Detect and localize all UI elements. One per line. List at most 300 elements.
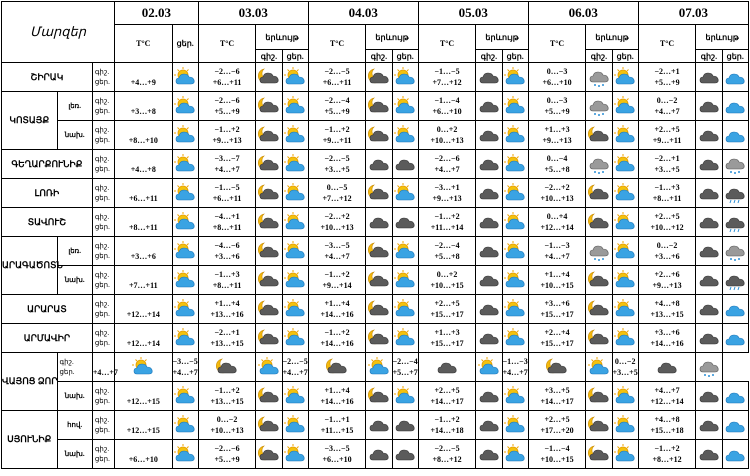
cloud-icon	[698, 212, 720, 232]
weather-cell	[172, 208, 198, 237]
cloud-icon	[698, 67, 720, 87]
weather-cell-day	[612, 237, 638, 266]
temperature-value: +12…+14	[115, 295, 173, 324]
weather-cell-day	[282, 179, 308, 208]
weather-cell-night	[586, 324, 612, 353]
sun-cloud-icon	[394, 125, 416, 145]
moon-cloud-icon	[258, 415, 280, 435]
cloud-blue-icon	[724, 415, 746, 435]
weather-cell-night	[476, 208, 502, 237]
table-row	[2, 353, 749, 382]
region-name: ԿՈՏԱՅՔ	[2, 92, 58, 150]
moon-cloud-icon	[368, 125, 390, 145]
weather-cell-day	[392, 295, 418, 324]
weather-cell-day	[282, 382, 308, 411]
temperature-value: +8…+11	[115, 208, 173, 237]
time-kind: գիշ. ցեր.	[92, 208, 114, 237]
weather-cell-night	[256, 92, 282, 121]
sun-cloud-icon	[504, 154, 526, 174]
weather-cell-night	[256, 179, 282, 208]
sun-cloud-icon	[394, 67, 416, 87]
time-kind: գիշ. ցեր.	[92, 266, 114, 295]
weather-cell-night	[476, 237, 502, 266]
sun-cloud-icon	[614, 270, 636, 290]
weather-cell-day	[502, 237, 528, 266]
weather-cell-night	[418, 353, 476, 382]
moon-cloud-icon	[258, 67, 280, 87]
sun-cloud-icon	[174, 96, 196, 116]
temperature-value: −1…+2 +11…+14	[418, 208, 476, 237]
temperature-value: 0…+2 +10…+13	[418, 121, 476, 150]
cloud-icon	[478, 241, 500, 261]
weather-cell-day	[612, 121, 638, 150]
weather-cell-night	[366, 150, 392, 179]
weather-cell	[172, 266, 198, 295]
phenomena-column-header: երևույթ	[586, 25, 638, 50]
temperature-value: −1…−3 +4…+7	[528, 237, 586, 266]
weather-cell-day	[282, 411, 308, 440]
weather-cell-day	[476, 353, 502, 382]
cloud-icon	[478, 328, 500, 348]
moon-cloud-icon	[368, 270, 390, 290]
temperature-value: −2…−6 +6…+11	[198, 63, 256, 92]
temperature-value: −1…+2 +14…+18	[418, 411, 476, 440]
weather-cell-night	[586, 208, 612, 237]
sun-cloud-icon	[284, 125, 306, 145]
weather-cell	[172, 411, 198, 440]
temperature-value: −1…+3 +8…+11	[198, 266, 256, 295]
table-row	[2, 121, 749, 150]
weather-cell-night	[256, 440, 282, 469]
temperature-value: +2…+5 +10…+12	[638, 208, 696, 237]
sun-cloud-icon	[504, 96, 526, 116]
cloud-icon	[478, 415, 500, 435]
night-subheader: գիշ.	[366, 50, 392, 63]
sun-cloud-icon	[174, 241, 196, 261]
region-name: ԱՐՄԱՎԻՐ	[2, 324, 93, 353]
weather-cell-night	[476, 63, 502, 92]
weather-cell-night	[256, 266, 282, 295]
weather-cell-night	[696, 382, 722, 411]
weather-cell-night	[586, 92, 612, 121]
weather-cell-night	[696, 208, 722, 237]
sun-cloud-icon	[174, 67, 196, 87]
weather-cell-day	[722, 382, 748, 411]
weather-cell-night	[256, 237, 282, 266]
weather-cell-day	[696, 353, 722, 382]
temperature-value: +12…+15	[115, 411, 173, 440]
temperature-value: 0…−4 +5…+8	[528, 150, 586, 179]
sun-cloud-icon	[614, 125, 636, 145]
time-kind: գիշ. ցեր.	[57, 353, 92, 382]
region-part: լեռ.	[57, 92, 92, 121]
sun-cloud-icon	[504, 270, 526, 290]
region-part: հով.	[57, 411, 92, 440]
phenomena-column-header: երևույթ	[696, 25, 749, 50]
weather-cell-day	[612, 295, 638, 324]
cloud-icon	[478, 154, 500, 174]
weather-cell-day	[282, 208, 308, 237]
phenomena-column-header: երևույթ	[256, 25, 308, 50]
temperature-value: −3…−5 +4…+7	[308, 237, 366, 266]
time-kind: գիշ. ցեր.	[92, 440, 114, 469]
temperature-value: −2…−5 +8…+12	[418, 440, 476, 469]
weather-cell-night	[256, 382, 282, 411]
weather-cell-night	[366, 92, 392, 121]
moon-cloud-icon	[258, 212, 280, 232]
sun-cloud-icon	[504, 444, 526, 464]
weather-cell-night	[696, 63, 722, 92]
cloud-icon	[698, 444, 720, 464]
weather-cell-night	[528, 353, 586, 382]
weather-cell	[172, 295, 198, 324]
region-part: նախ.	[57, 382, 92, 411]
moon-cloud-icon	[258, 125, 280, 145]
temperature-value: 0…−2 +10…+13	[198, 411, 256, 440]
temperature-value: +3…+6 +15…+17	[528, 295, 586, 324]
weather-cell-night	[476, 121, 502, 150]
weather-cell-night	[696, 237, 722, 266]
weather-cell-day	[722, 295, 748, 324]
weather-cell-night	[476, 266, 502, 295]
weather-cell-day	[722, 324, 748, 353]
temperature-value: −2…+2 +10…+13	[528, 179, 586, 208]
weather-cell-night	[366, 121, 392, 150]
weather-cell-day	[502, 324, 528, 353]
temperature-value: −2…+1 +13…+15	[198, 324, 256, 353]
cloud-icon	[698, 386, 720, 406]
temperature-value: +1…+3 +15…+17	[418, 324, 476, 353]
weather-cell-night	[586, 440, 612, 469]
weather-cell-day	[502, 63, 528, 92]
weather-cell-night	[696, 266, 722, 295]
sun-cloud-icon	[394, 241, 416, 261]
sun-cloud-icon	[394, 183, 416, 203]
cloud-icon	[698, 299, 720, 319]
weather-cell-night	[476, 324, 502, 353]
sun-cloud-icon	[394, 386, 416, 406]
weather-cell-day	[392, 63, 418, 92]
weather-cell-night	[256, 324, 282, 353]
temperature-value: −2…+2 +10…+13	[308, 208, 366, 237]
temperature-value: +1…+4 +14…+16	[308, 382, 366, 411]
weather-cell-day	[502, 382, 528, 411]
weather-cell-night	[586, 266, 612, 295]
sun-cloud-icon	[394, 299, 416, 319]
sun-cloud-icon	[394, 270, 416, 290]
weather-cell-day	[502, 295, 528, 324]
temperature-value: 0…−2 +3…+6	[638, 237, 696, 266]
temperature-value: +6…+10	[115, 440, 173, 469]
sun-cloud-icon	[174, 299, 196, 319]
day-subheader: ցեր.	[282, 50, 308, 63]
sun-cloud-icon	[614, 154, 636, 174]
cloud-icon	[478, 67, 500, 87]
weather-cell-day	[282, 63, 308, 92]
table-row	[2, 440, 749, 469]
date-header: 05.03	[418, 2, 528, 25]
temperature-value: −4…+1 +8…+11	[198, 208, 256, 237]
weather-cell-day	[392, 382, 418, 411]
cloud-icon	[368, 415, 390, 435]
weather-cell-night	[586, 179, 612, 208]
moon-cloud-icon	[216, 357, 238, 377]
weather-cell-day	[502, 150, 528, 179]
temperature-value: +3…+6	[115, 237, 173, 266]
weather-cell-day	[282, 150, 308, 179]
time-kind: գիշ. ցեր.	[92, 121, 114, 150]
region-name: ԱՐԱՐԱՏ	[2, 295, 93, 324]
sun-cloud-icon	[174, 125, 196, 145]
weather-cell-day	[612, 324, 638, 353]
temperature-value: +1…+4 +10…+15	[528, 266, 586, 295]
weather-cell-day	[366, 353, 392, 382]
weather-cell-night	[638, 353, 696, 382]
sun-cloud-icon	[504, 241, 526, 261]
weather-cell-day	[502, 440, 528, 469]
weather-cell-day	[502, 179, 528, 208]
moon-cloud-icon	[258, 328, 280, 348]
weather-cell	[172, 92, 198, 121]
cloud-rain-icon	[724, 212, 746, 232]
moon-cloud-icon	[368, 386, 390, 406]
weather-cell-day	[612, 179, 638, 208]
weather-cell-night	[366, 382, 392, 411]
temperature-value: −2…−6 +4…+7	[418, 150, 476, 179]
sun-cloud-icon	[504, 415, 526, 435]
weather-cell-night	[366, 208, 392, 237]
temperature-value: +4…+7	[92, 353, 114, 382]
moon-cloud-icon	[368, 299, 390, 319]
cloud-blue-icon	[724, 67, 746, 87]
weather-cell	[172, 382, 198, 411]
temperature-value: +2…+4 +15…+17	[528, 324, 586, 353]
time-kind: գիշ. ցեր.	[92, 411, 114, 440]
weather-cell-day	[722, 63, 748, 92]
sun-cloud-icon	[504, 386, 526, 406]
temperature-value: +1…+3 +9…+13	[528, 121, 586, 150]
weather-cell-day	[256, 353, 282, 382]
sun-cloud-icon	[368, 357, 390, 377]
sun-cloud-icon	[614, 444, 636, 464]
temperature-value: −2…−4 +5…+7	[392, 353, 418, 382]
sun-cloud-icon	[284, 299, 306, 319]
region-part: նախ.	[57, 121, 92, 150]
weather-cell-day	[392, 179, 418, 208]
weather-cell-day	[392, 237, 418, 266]
cloud-icon	[478, 386, 500, 406]
temp-column-header: T°C	[638, 25, 696, 63]
weather-cell-night	[696, 92, 722, 121]
time-kind: գիշ. ցեր.	[92, 295, 114, 324]
weather-cell-night	[308, 353, 366, 382]
weather-cell	[172, 179, 198, 208]
sun-cloud-icon	[284, 386, 306, 406]
cloud-icon	[478, 125, 500, 145]
cloud-icon	[698, 183, 720, 203]
sun-cloud-icon	[394, 328, 416, 348]
temperature-value: +3…+6 +14…+16	[638, 324, 696, 353]
cloud-icon	[368, 212, 390, 232]
weather-cell-night	[696, 150, 722, 179]
cloud-icon	[368, 444, 390, 464]
cloud-icon	[394, 212, 416, 232]
temp-column-header: T°C	[198, 25, 256, 63]
temperature-value: −1…+3 +8…+11	[638, 179, 696, 208]
temperature-value: 0…−2 +3…+5	[612, 353, 638, 382]
cloud-blue-icon	[724, 386, 746, 406]
moon-cloud-icon	[258, 96, 280, 116]
cloud-icon	[368, 154, 390, 174]
temperature-value: −1…−5 +7…+12	[418, 63, 476, 92]
weather-cell-day	[502, 411, 528, 440]
moon-cloud-icon	[258, 241, 280, 261]
date-header: 07.03	[638, 2, 748, 25]
temperature-value: +1…+4 +14…+16	[308, 295, 366, 324]
region-name: ՏԱՎՈՒՇ	[2, 208, 93, 237]
cloud-icon	[698, 154, 720, 174]
weather-cell-day	[282, 121, 308, 150]
weather-cell-night	[366, 440, 392, 469]
moon-cloud-icon	[326, 357, 348, 377]
cloud-snow-icon	[588, 154, 610, 174]
cloud-snow-icon	[724, 241, 746, 261]
weather-cell-day	[722, 150, 748, 179]
day-subheader: ցեր.	[722, 50, 748, 63]
moon-cloud-icon	[258, 444, 280, 464]
temperature-value: −1…+2 +9…+14	[308, 266, 366, 295]
cloud-snow-icon	[724, 154, 746, 174]
region-part: նախ.	[57, 440, 92, 469]
cloud-icon	[478, 299, 500, 319]
day-subheader: ցեր.	[502, 50, 528, 63]
sun-cloud-icon	[394, 96, 416, 116]
moon-cloud-icon	[588, 270, 610, 290]
sun-cloud-icon	[284, 183, 306, 203]
weather-cell-night	[696, 295, 722, 324]
time-kind: գիշ. ցեր.	[92, 382, 114, 411]
sun-cloud-icon	[174, 415, 196, 435]
table-row	[2, 208, 749, 237]
weather-cell-night	[256, 63, 282, 92]
moon-cloud-icon	[368, 241, 390, 261]
weather-cell-day	[502, 92, 528, 121]
sun-cloud-icon	[284, 96, 306, 116]
weather-cell-night	[366, 266, 392, 295]
temperature-value: −1…+2 +8…+12	[638, 440, 696, 469]
temperature-value: −1…+2 +9…+13	[198, 121, 256, 150]
sun-cloud-icon	[284, 415, 306, 435]
sun-cloud-icon	[614, 241, 636, 261]
weather-cell-night	[366, 411, 392, 440]
sun-cloud-icon	[284, 67, 306, 87]
weather-cell-night	[586, 411, 612, 440]
weather-cell-night	[366, 179, 392, 208]
region-name: ԱՐԱԳԱԾՈՏՆ	[2, 237, 58, 295]
temperature-value: −1…−4 +10…+15	[528, 440, 586, 469]
temperature-value: −2…−5 +4…+7	[282, 353, 308, 382]
time-kind: գիշ. ցեր.	[92, 237, 114, 266]
sun-cloud-icon	[132, 357, 154, 377]
moon-cloud-icon	[258, 386, 280, 406]
weather-cell-night	[256, 121, 282, 150]
temperature-value: +12…+14	[115, 324, 173, 353]
temperature-value: −2…+1 +5…+9	[638, 63, 696, 92]
cloud-snow-icon	[588, 67, 610, 87]
weather-cell	[172, 237, 198, 266]
weather-cell-day	[722, 411, 748, 440]
sun-cloud-icon	[504, 328, 526, 348]
temperature-value: 0…−3 +6…+10	[528, 63, 586, 92]
weather-cell-day	[282, 324, 308, 353]
weather-cell-night	[696, 440, 722, 469]
cloud-icon	[478, 212, 500, 232]
region-part: նախ.	[57, 266, 92, 295]
weather-cell-day	[502, 266, 528, 295]
table-row	[2, 411, 749, 440]
sun-cloud-icon	[284, 444, 306, 464]
moon-cloud-icon	[258, 299, 280, 319]
temperature-value: +4…+8	[115, 150, 173, 179]
sun-cloud-icon	[258, 357, 280, 377]
cloud-blue-icon	[724, 96, 746, 116]
weather-cell-night	[256, 208, 282, 237]
weather-cell-night	[586, 150, 612, 179]
temperature-value: −2…−6 +5…+9	[198, 440, 256, 469]
region-name: ԼՈՌԻ	[2, 179, 93, 208]
cloud-snow-icon	[588, 96, 610, 116]
weather-cell-day	[722, 121, 748, 150]
weather-cell-night	[696, 121, 722, 150]
weather-cell-day	[586, 353, 612, 382]
temp-column-header: T°C	[418, 25, 476, 63]
temperature-value: −2…−5 +3…+5	[308, 150, 366, 179]
cloud-icon	[478, 96, 500, 116]
sun-cloud-icon	[284, 241, 306, 261]
temperature-value: 0…−2 +4…+7	[638, 92, 696, 121]
cloud-icon	[478, 444, 500, 464]
sun-cloud-icon	[504, 67, 526, 87]
temperature-value: −2…−4 +5…+9	[308, 92, 366, 121]
time-kind: գիշ. ցեր.	[92, 150, 114, 179]
temperature-value: +2…+5 +15…+17	[418, 295, 476, 324]
region-part: լեռ.	[57, 237, 92, 266]
weather-cell-night	[586, 121, 612, 150]
region-name: ՇԻՐԱԿ	[2, 63, 93, 92]
sun-cloud-icon	[284, 270, 306, 290]
sun-cloud-icon	[478, 357, 500, 377]
weather-cell-day	[392, 266, 418, 295]
moon-cloud-icon	[588, 444, 610, 464]
day-subheader: ցեր.	[392, 50, 418, 63]
sun-cloud-icon	[504, 299, 526, 319]
forecast-table	[1, 1, 749, 469]
weather-cell-day	[502, 208, 528, 237]
cloud-blue-icon	[724, 125, 746, 145]
weather-cell-night	[198, 353, 256, 382]
temperature-value: +2…+6 +9…+13	[638, 266, 696, 295]
sun-cloud-icon	[174, 212, 196, 232]
weather-cell-day	[612, 150, 638, 179]
date-header: 06.03	[528, 2, 638, 25]
temp-column-header: T°C	[115, 25, 173, 63]
temperature-value: +2…+5 +9…+11	[638, 121, 696, 150]
table-row	[2, 92, 749, 121]
sun-cloud-icon	[174, 183, 196, 203]
date-header: 02.03	[115, 2, 199, 25]
moon-cloud-icon	[258, 154, 280, 174]
temp-column-header: T°C	[528, 25, 586, 63]
